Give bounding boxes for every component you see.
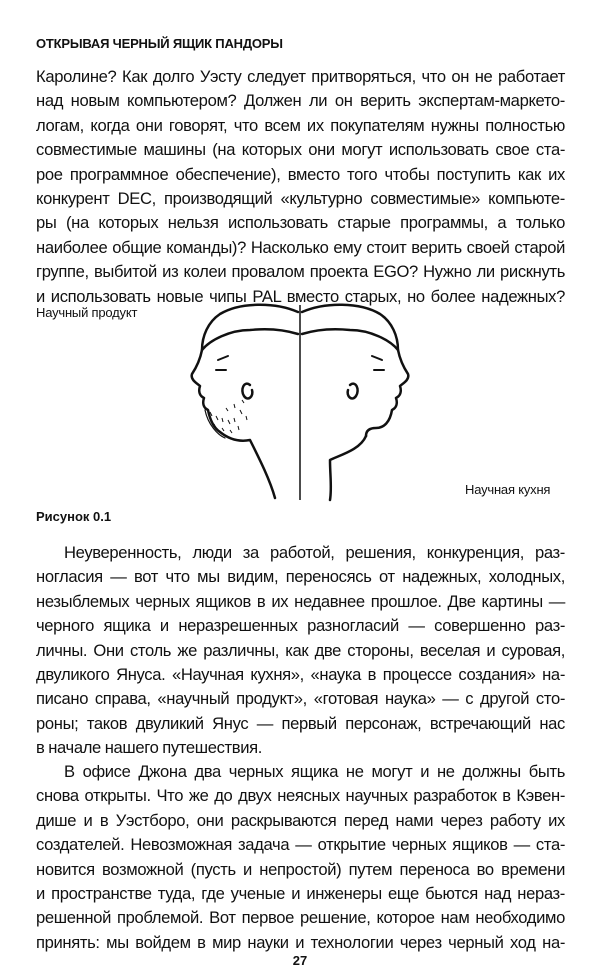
text-line: логам, когда они говорят, что всем их покупателям нужны полностью	[36, 115, 565, 135]
text-line: принять: мы войдем в мир науки и технологии через черный ход на-	[36, 932, 565, 952]
text-line: наиболее общие команды)? Насколько ему стоит верить своей старой	[36, 237, 565, 257]
text-line: Неуверенность, люди за работой, решения, конкуренция, раз-	[64, 543, 565, 562]
text-line: группе, выбитой из колеи провалом проекта EGO? Нужно ли рискнуть	[36, 262, 565, 282]
text-line: незыблемых черных ящиков в их недавнее прошлое. Две картины —	[36, 591, 565, 611]
text-line: решенной проблемой. Вот первое решение, которое нам необходимо	[36, 908, 565, 928]
beard-texture	[210, 400, 247, 433]
bearded-head-left	[192, 305, 298, 498]
text-line: В офисе Джона два черных ящика не могут и не должны быть	[64, 762, 565, 781]
text-line: совместимые машины (на которых они могут использовать свое ста-	[36, 140, 565, 160]
running-head: ОТКРЫВАЯ ЧЕРНЫЙ ЯЩИК ПАНДОРЫ	[36, 36, 283, 51]
text-line: новится возможной (пусть и непростой) путем переноса во времени	[36, 859, 565, 879]
text-line: ногласия — вот что мы видим, переносясь от надежных, холодных,	[36, 567, 565, 587]
text-line: дише и в Уэстборо, они раскрываются перед нами через работу их	[36, 810, 565, 830]
text-line: над новым компьютером? Должен ли он верить экспертам-маркето-	[36, 91, 565, 111]
text-line: и использовать новые чипы PAL вместо старых, но более надежных?	[36, 286, 565, 306]
text-line: писано справа, «научный продукт», «готовая наука» — с другой сто-	[36, 689, 565, 709]
text-line: Каролине? Как долго Уэсту следует притворяться, что он не работает	[36, 67, 565, 86]
clean-head-right	[302, 305, 408, 500]
text-line: личны. Они столь же различны, как две стороны, веселая и суровая,	[36, 640, 565, 660]
figure-caption: Рисунок 0.1	[36, 509, 112, 524]
figure-left-label: Научный продукт	[36, 305, 138, 320]
figure-right-label: Научная кухня	[465, 482, 551, 497]
page-number: 27	[292, 953, 308, 968]
text-line: роны; таков двуликий Янус — первый персонаж, встречающий нас	[36, 713, 565, 733]
janus-heads-illustration	[180, 300, 420, 505]
text-line: двуликого Януса. «Научная кухня», «наука в процессе создания» на-	[36, 664, 565, 684]
paragraph-3	[36, 760, 565, 955]
text-line: и пространстве туда, где ученые и инженеры еще бьются над нераз-	[36, 883, 565, 903]
text-line: создателей. Невозможная задача — открытие черных ящиков — ста-	[36, 835, 565, 855]
text-line: рое программное обеспечение), вместо того чтобы поступить как их	[36, 164, 565, 184]
text-line: конкурент DEC, производящий «культурно совместимые» компьюте-	[36, 188, 565, 208]
paragraph-2	[36, 541, 565, 761]
text-line: в начале нашего путешествия.	[36, 738, 263, 758]
text-line: ры (на которых нельзя использовать старые программы, а только	[36, 213, 565, 233]
text-line: черного ящика и неразрешенных разногласий — совершенно раз-	[36, 616, 565, 636]
paragraph-1	[36, 65, 565, 309]
text-line: снова открыты. Что же до двух неясных научных разработок в Кэвен-	[36, 786, 565, 806]
